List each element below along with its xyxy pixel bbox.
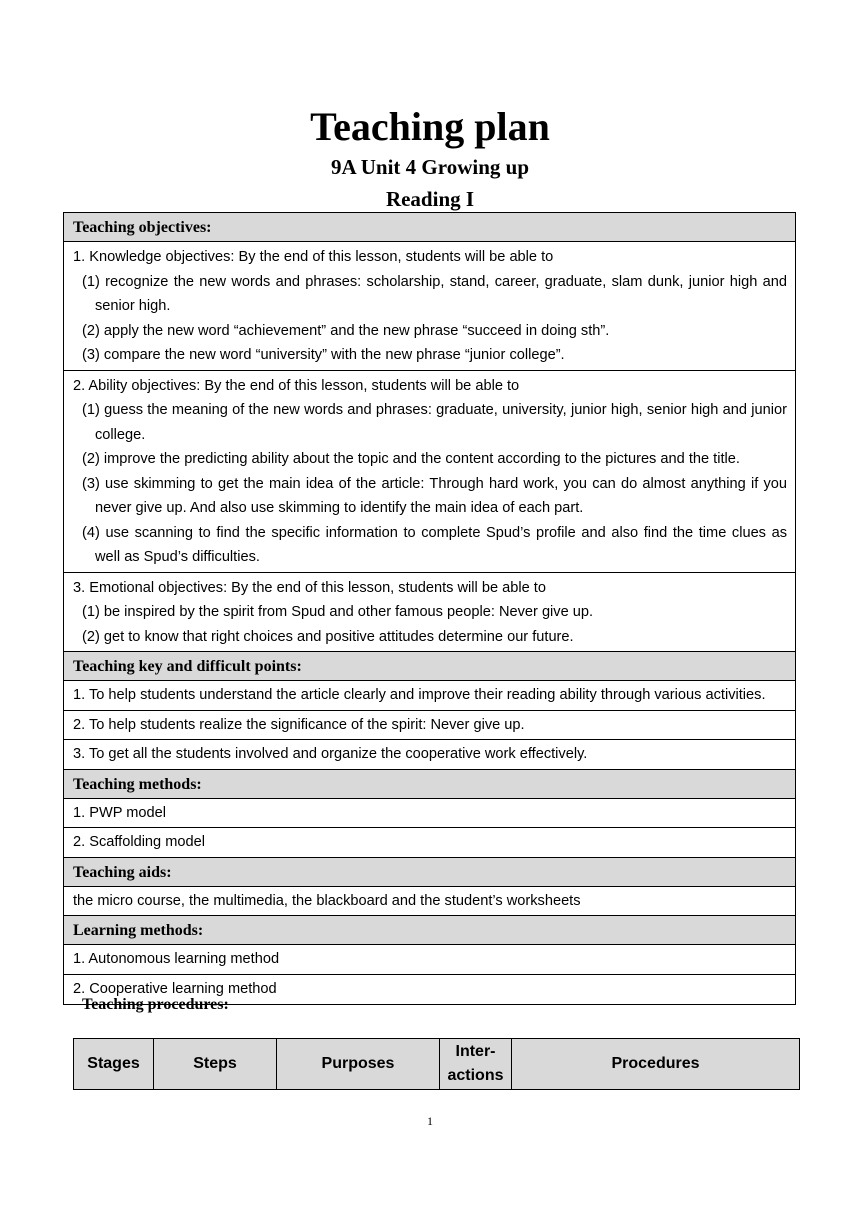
knowledge-objective-item: (2) apply the new word “achievement” and the new phrase “succeed in doing sth”. <box>82 322 610 339</box>
ability-objective-item: (3) use skimming to get the main idea of the article: Through hard work, you can do almost anything if you never give up. And also use skimming to identify the main idea of each part. <box>82 475 787 516</box>
key-point-item: 2. To help students realize the significance of the spirit: Never give up. <box>64 711 795 741</box>
column-header-interactions <box>440 1039 512 1090</box>
key-point-item: 3. To get all the students involved and organize the cooperative work effectively. <box>64 740 795 770</box>
ability-objective-item: (1) guess the meaning of the new words and phrases: graduate, university, junior high, senior high and junior college. <box>82 402 787 443</box>
learning-methods-header: Learning methods: <box>64 916 795 945</box>
teaching-aids-item: the micro course, the multimedia, the blackboard and the student’s worksheets <box>64 887 795 917</box>
teaching-method-item: 2. Scaffolding model <box>64 828 795 858</box>
page-number: 1 <box>427 1114 433 1128</box>
column-header-interactions-line-2: actions <box>447 1067 504 1084</box>
learning-method-item: 2. Cooperative learning method <box>73 980 277 997</box>
procedures-table <box>73 1038 800 1090</box>
knowledge-objective-item: (1) recognize the new words and phrases: scholarship, stand, career, graduate, slam dunk, junior high and senior high. <box>82 273 787 314</box>
ability-objectives-intro: 2. Ability objectives: By the end of this lesson, students will be able to <box>73 377 520 394</box>
ability-objective-item: (2) improve the predicting ability about the topic and the content according to the pictures and the title. <box>82 451 740 467</box>
procedures-header-row <box>74 1039 800 1090</box>
knowledge-objectives-cell <box>64 242 795 371</box>
column-header-steps: Steps <box>154 1039 277 1090</box>
column-header-purposes: Purposes <box>277 1039 440 1090</box>
column-header-stages: Stages <box>74 1039 154 1090</box>
emotional-objectives-cell <box>64 573 795 653</box>
teaching-method-item: 1. PWP model <box>64 799 795 829</box>
key-points-header: Teaching key and difficult points: <box>64 652 795 681</box>
teaching-aids-header: Teaching aids: <box>64 858 795 887</box>
objectives-header: Teaching objectives: <box>64 213 795 242</box>
emotional-objective-item: (1) be inspired by the spirit from Spud and other famous people: Never give up. <box>82 604 594 620</box>
emotional-objectives-intro: 3. Emotional objectives: By the end of this lesson, students will be able to <box>73 579 546 596</box>
knowledge-objectives-intro: 1. Knowledge objectives: By the end of this lesson, students will be able to <box>73 249 554 265</box>
document-subtitle: 9A Unit 4 Growing up <box>331 155 529 179</box>
section-title: Reading I <box>385 187 475 211</box>
teaching-plan-table <box>63 212 796 1005</box>
ability-objective-item: (4) use scanning to find the specific information to complete Spud’s profile and also find the time clues as well as Spud’s difficulties. <box>82 524 787 565</box>
key-point-item: 1. To help students understand the article clearly and improve their reading ability through various activities. <box>64 681 795 711</box>
ability-objectives-cell <box>64 371 795 573</box>
column-header-procedures: Procedures <box>512 1039 800 1090</box>
teaching-methods-header: Teaching methods: <box>64 770 795 799</box>
document-title: Teaching plan <box>310 104 550 149</box>
column-header-interactions-line-1: Inter- <box>455 1043 496 1060</box>
knowledge-objective-item: (3) compare the new word “university” with the new phrase “junior college”. <box>82 347 565 363</box>
learning-method-item: 1. Autonomous learning method <box>64 945 795 975</box>
emotional-objective-item: (2) get to know that right choices and positive attitudes determine our future. <box>82 628 574 645</box>
procedures-label: Teaching procedures: <box>82 996 229 1013</box>
